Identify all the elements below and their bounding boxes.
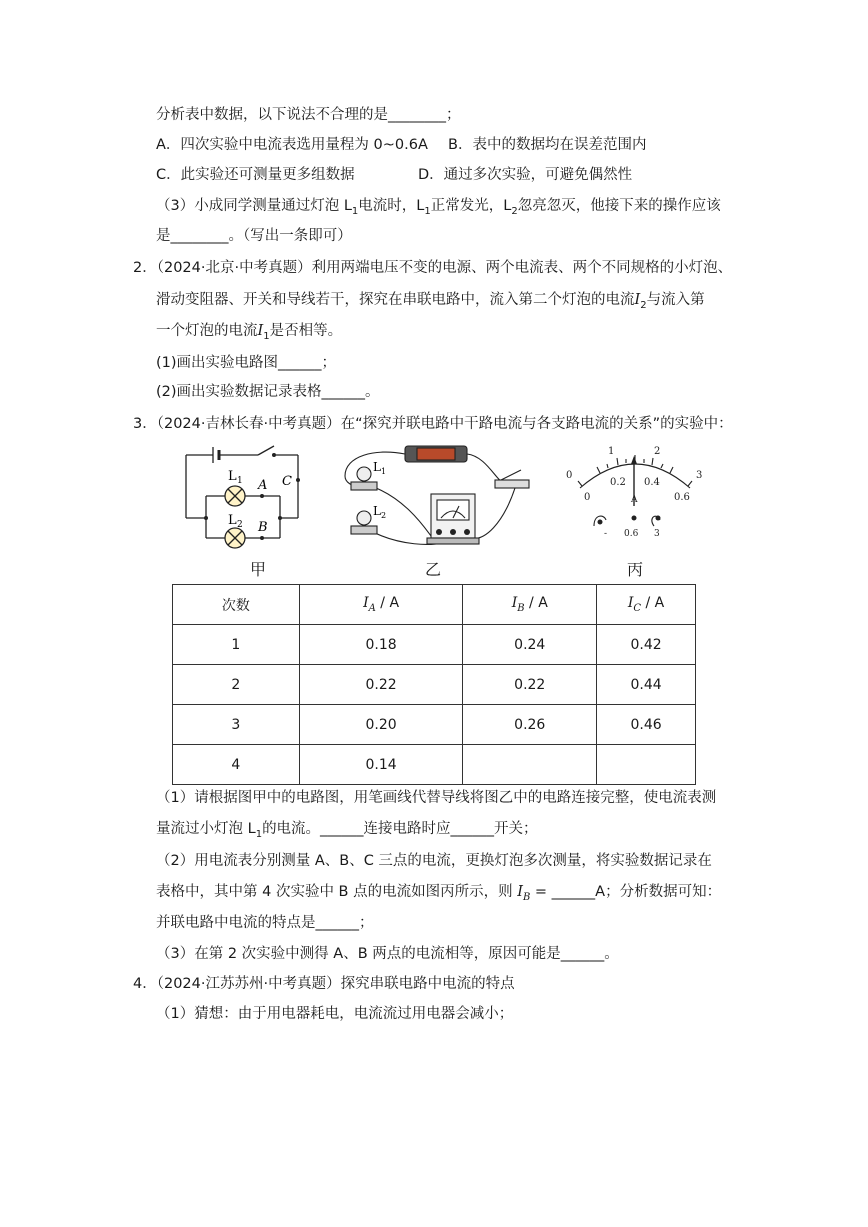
dial-top-3: 3 (696, 470, 703, 481)
q2-part2: (2)画出实验数据记录表格______。 (156, 384, 380, 400)
cell: 0.42 (597, 625, 696, 665)
cell: 0.26 (463, 705, 597, 745)
fig-label-yi: 乙 (425, 560, 442, 579)
q1-part3-line2: 是________。（写出一条即可） (156, 228, 352, 244)
fig-label-bing: 丙 (627, 560, 644, 579)
cell: 3 (173, 705, 300, 745)
fig-label-jia: 甲 (250, 560, 267, 579)
dial-top-0: 0 (566, 470, 573, 481)
dial-bot-0: 0 (584, 492, 591, 503)
q1-part3-line1: （3）小成同学测量通过灯泡 $L_1$电流时，$L_1$正常发光，$L_2$忽亮忽灭，他接下来的操作应该 (156, 198, 721, 217)
cell: 2 (173, 665, 300, 705)
header-ib: $I_B$ / A (463, 585, 597, 625)
cell: 1 (173, 625, 300, 665)
cell: 0.22 (463, 665, 597, 705)
ammeter-dial-bing (560, 440, 710, 540)
q3-part2-line2: 表格中，其中第 4 次实验中 B 点的电流如图丙所示，则 $I_B$ = ______A；分析数据可知： (156, 884, 722, 903)
terminal-neg: - (604, 529, 608, 539)
circuit-diagram-jia (178, 440, 308, 555)
label-b: B (258, 520, 268, 535)
dial-bot-2: 0.4 (644, 477, 660, 488)
q3-part1-line2: 量流过小灯泡 $L_1$的电流。______连接电路时应______开关； (156, 821, 538, 840)
cell: 4 (173, 745, 300, 785)
label-c: C (282, 474, 292, 489)
svg-text:2: 2 (237, 520, 243, 530)
dial-bot-1: 0.2 (610, 477, 626, 488)
cell: 0.24 (463, 625, 597, 665)
cell: 0.14 (299, 745, 463, 785)
header-ic: $I_C$ / A (597, 585, 696, 625)
label-l2-physical: L (373, 504, 381, 518)
q1-option-b: B．表中的数据均在误差范围内 (448, 137, 647, 153)
cell: 0.18 (299, 625, 463, 665)
svg-text:1: 1 (381, 467, 387, 476)
table-row (173, 745, 696, 785)
table-row (173, 705, 696, 745)
cell: 0.20 (299, 705, 463, 745)
q1-option-c: C．此实验还可测量更多组数据 (156, 167, 355, 183)
q3-part3: （3）在第 2 次实验中测得 A、B 两点的电流相等，原因可能是______。 (156, 946, 619, 962)
physical-circuit-yi (335, 438, 535, 553)
dial-unit: A (631, 495, 638, 505)
label-a: A (258, 478, 268, 493)
label-l2: L (228, 513, 237, 528)
q1-option-d: D．通过多次实验，可避免偶然性 (418, 167, 633, 183)
header-trial: 次数 (173, 585, 300, 625)
cell (463, 745, 597, 785)
terminal-06: 0.6 (624, 529, 639, 539)
dial-top-2: 2 (654, 446, 661, 457)
q3-part2-line1: （2）用电流表分别测量 A、B、C 三点的电流，更换灯泡多次测量，将实验数据记录在 (156, 853, 712, 869)
q3-part2-line3: 并联电路中电流的特点是______； (156, 915, 374, 931)
table-row (173, 665, 696, 705)
q1-prompt: 分析表中数据，以下说法不合理的是________； (156, 107, 461, 123)
svg-text:2: 2 (381, 511, 387, 520)
dial-bot-3: 0.6 (674, 492, 690, 503)
q2-part1: (1)画出实验电路图______； (156, 355, 337, 371)
q4-stem: 4．（2024·江苏苏州·中考真题）探究串联电路中电流的特点 (133, 976, 515, 992)
table-row (173, 625, 696, 665)
q1-option-a: A．四次实验中电流表选用量程为 0~0.6A (156, 137, 428, 153)
q3-stem: 3．（2024·吉林长春·中考真题）在“探究并联电路中干路电流与各支路电流的关系”的实验中： (133, 416, 733, 432)
label-l1-physical: L (373, 460, 381, 474)
label-l1: L (228, 469, 237, 484)
q2-stem-line1: 2．（2024·北京·中考真题）利用两端电压不变的电源、两个电流表、两个不同规格的小灯泡、 (133, 260, 733, 276)
q2-stem-line3: 一个灯泡的电流$I_1$是否相等。 (156, 323, 343, 342)
cell: 0.46 (597, 705, 696, 745)
q2-stem-line2: 滑动变阻器、开关和导线若干，探究在串联电路中，流入第二个灯泡的电流$I_2$与流入第 (156, 292, 705, 311)
q4-part1: （1）猜想：由于用电器耗电，电流流过用电器会减小； (156, 1006, 514, 1022)
dial-top-1: 1 (608, 446, 615, 457)
terminal-3: 3 (654, 529, 660, 539)
svg-text:1: 1 (237, 476, 243, 486)
table-header-row (173, 585, 696, 625)
header-ia: $I_A$ / A (299, 585, 463, 625)
cell: 0.22 (299, 665, 463, 705)
cell: 0.44 (597, 665, 696, 705)
cell (597, 745, 696, 785)
q3-part1-line1: （1）请根据图甲中的电路图，用笔画线代替导线将图乙中的电路连接完整，使电流表测 (156, 790, 717, 806)
data-table (172, 584, 696, 785)
